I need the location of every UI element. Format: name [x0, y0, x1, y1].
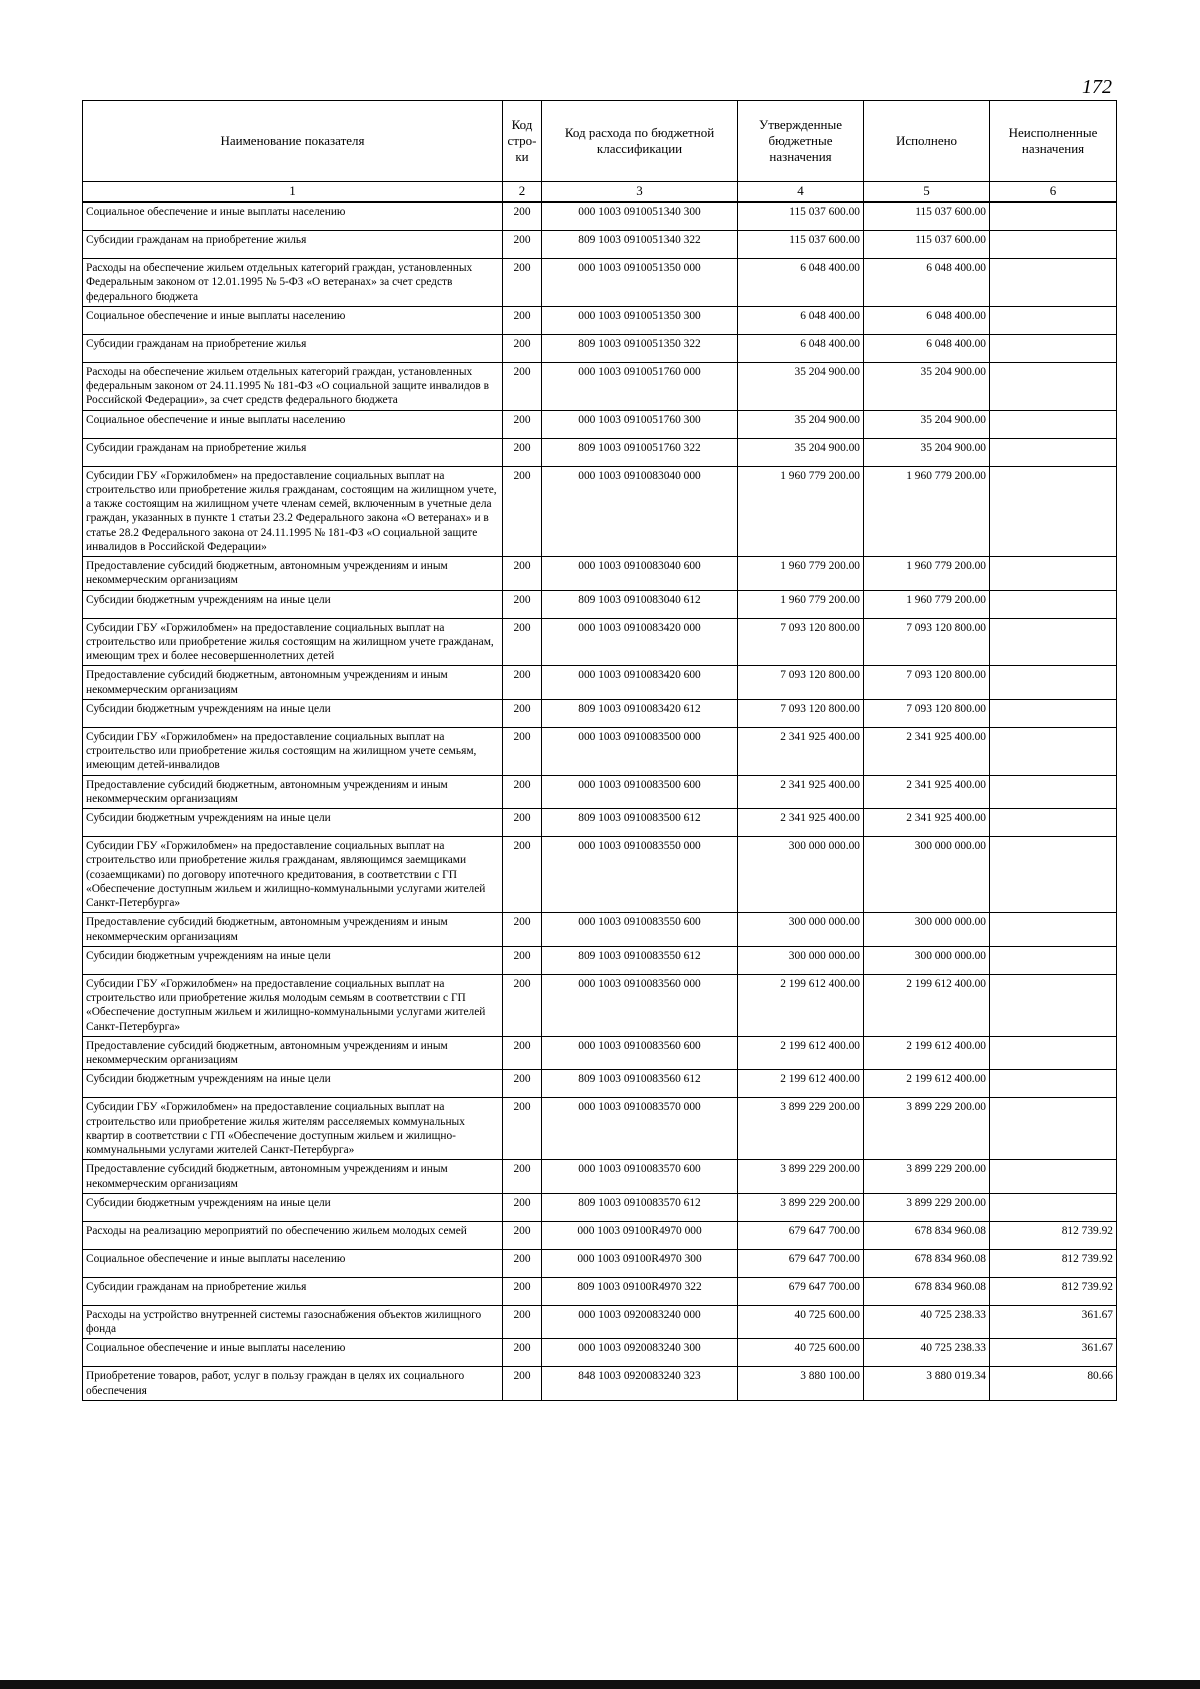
row-unexecuted: 361.67	[990, 1305, 1117, 1339]
row-executed: 678 834 960.08	[864, 1249, 990, 1277]
row-unexecuted	[990, 466, 1117, 557]
page-number: 172	[1082, 76, 1112, 98]
row-name: Расходы на обеспечение жильем отдельных категорий граждан, установленных Федеральным законом от 12.01.1995 № 5-ФЗ «О ветеранах» за счет средств федерального бюджета	[83, 259, 503, 307]
row-name: Предоставление субсидий бюджетным, автономным учреждениям и иным некоммерческим организациям	[83, 1160, 503, 1194]
row-line-code: 200	[503, 334, 542, 362]
row-approved: 35 204 900.00	[738, 362, 864, 410]
row-unexecuted	[990, 618, 1117, 666]
row-line-code: 200	[503, 1160, 542, 1194]
row-line-code: 200	[503, 1193, 542, 1221]
header-unexecuted: Неисполненные назначения	[990, 101, 1117, 182]
row-approved: 3 880 100.00	[738, 1367, 864, 1401]
row-unexecuted	[990, 1070, 1117, 1098]
column-number: 3	[542, 182, 738, 203]
table-body	[83, 202, 1117, 1400]
row-executed: 7 093 120 800.00	[864, 699, 990, 727]
row-unexecuted: 812 739.92	[990, 1249, 1117, 1277]
row-name: Предоставление субсидий бюджетным, автономным учреждениям и иным некоммерческим организациям	[83, 1036, 503, 1070]
header-name: Наименование показателя	[83, 101, 503, 182]
table-row	[83, 837, 1117, 913]
table-row	[83, 946, 1117, 974]
budget-execution-table	[82, 100, 1117, 1401]
row-line-code: 200	[503, 466, 542, 557]
row-budget-code: 000 1003 0910083570 000	[542, 1098, 738, 1160]
row-line-code: 200	[503, 1098, 542, 1160]
row-name: Субсидии гражданам на приобретение жилья	[83, 438, 503, 466]
row-approved: 40 725 600.00	[738, 1305, 864, 1339]
row-line-code: 200	[503, 809, 542, 837]
row-budget-code: 000 1003 0910083560 600	[542, 1036, 738, 1070]
table-row	[83, 974, 1117, 1036]
table-row	[83, 1036, 1117, 1070]
row-unexecuted	[990, 1036, 1117, 1070]
table-row	[83, 809, 1117, 837]
row-name: Субсидии бюджетным учреждениям на иные цели	[83, 1070, 503, 1098]
row-approved: 2 199 612 400.00	[738, 1036, 864, 1070]
column-number: 6	[990, 182, 1117, 203]
row-line-code: 200	[503, 202, 542, 231]
row-line-code: 200	[503, 1305, 542, 1339]
row-executed: 115 037 600.00	[864, 231, 990, 259]
row-approved: 3 899 229 200.00	[738, 1193, 864, 1221]
row-approved: 35 204 900.00	[738, 438, 864, 466]
table-row	[83, 306, 1117, 334]
row-approved: 115 037 600.00	[738, 202, 864, 231]
row-unexecuted	[990, 362, 1117, 410]
row-approved: 35 204 900.00	[738, 410, 864, 438]
row-budget-code: 000 1003 0910083500 600	[542, 775, 738, 809]
row-unexecuted	[990, 913, 1117, 947]
table-row	[83, 1193, 1117, 1221]
row-executed: 6 048 400.00	[864, 259, 990, 307]
row-approved: 300 000 000.00	[738, 913, 864, 947]
row-budget-code: 000 1003 0910083570 600	[542, 1160, 738, 1194]
row-approved: 7 093 120 800.00	[738, 666, 864, 700]
row-line-code: 200	[503, 974, 542, 1036]
row-approved: 2 341 925 400.00	[738, 775, 864, 809]
row-executed: 6 048 400.00	[864, 334, 990, 362]
table-row	[83, 1070, 1117, 1098]
row-budget-code: 000 1003 0910051350 300	[542, 306, 738, 334]
row-name: Субсидии гражданам на приобретение жилья	[83, 334, 503, 362]
row-name: Предоставление субсидий бюджетным, автономным учреждениям и иным некоммерческим организациям	[83, 666, 503, 700]
table-row	[83, 1305, 1117, 1339]
row-executed: 2 341 925 400.00	[864, 727, 990, 775]
header-approved: Утвержденные бюджетные назначения	[738, 101, 864, 182]
row-name: Субсидии бюджетным учреждениям на иные цели	[83, 699, 503, 727]
row-unexecuted: 812 739.92	[990, 1221, 1117, 1249]
row-name: Субсидии гражданам на приобретение жилья	[83, 1277, 503, 1305]
row-name: Субсидии ГБУ «Горжилобмен» на предоставление социальных выплат на строительство или приобретение жилья гражданам, состоящим на жилищном учете, а также состоящим на жилищном учете членам семей, включенным в учетные дела граждан, указанных в пункте 1 статьи 23.2 Федерального закона «О ветеранах» и в статье 28.2 Федерального закона от 24.11.1995 № 181-ФЗ «О социальной защите инвалидов в Российской Федерации»	[83, 466, 503, 557]
row-executed: 2 341 925 400.00	[864, 809, 990, 837]
table-row	[83, 410, 1117, 438]
row-name: Субсидии ГБУ «Горжилобмен» на предоставление социальных выплат на строительство или приобретение жилья состоящим на жилищном учете гражданам, имеющим трех и более несовершеннолетних детей	[83, 618, 503, 666]
row-unexecuted	[990, 837, 1117, 913]
row-budget-code: 000 1003 0910051350 000	[542, 259, 738, 307]
row-unexecuted	[990, 946, 1117, 974]
row-unexecuted	[990, 699, 1117, 727]
row-budget-code: 000 1003 0910083500 000	[542, 727, 738, 775]
row-budget-code: 809 1003 0910083500 612	[542, 809, 738, 837]
row-approved: 2 199 612 400.00	[738, 1070, 864, 1098]
row-unexecuted	[990, 590, 1117, 618]
row-line-code: 200	[503, 913, 542, 947]
table-row	[83, 1098, 1117, 1160]
row-unexecuted: 80.66	[990, 1367, 1117, 1401]
row-line-code: 200	[503, 1277, 542, 1305]
row-approved: 679 647 700.00	[738, 1221, 864, 1249]
row-name: Субсидии ГБУ «Горжилобмен» на предоставление социальных выплат на строительство или приобретение жилья жителям расселяемых коммунальных квартир в соответствии с ГП «Обеспечение доступным жильем и жилищно-коммунальными услугами жителей Санкт-Петербурга»	[83, 1098, 503, 1160]
row-unexecuted	[990, 410, 1117, 438]
row-line-code: 200	[503, 837, 542, 913]
row-name: Субсидии ГБУ «Горжилобмен» на предоставление социальных выплат на строительство или приобретение жилья состоящим на жилищном учете семьям, имеющим детей-инвалидов	[83, 727, 503, 775]
column-number: 1	[83, 182, 503, 203]
row-budget-code: 000 1003 0910051760 000	[542, 362, 738, 410]
table-row	[83, 1339, 1117, 1367]
table-row	[83, 231, 1117, 259]
row-line-code: 200	[503, 557, 542, 591]
row-approved: 115 037 600.00	[738, 231, 864, 259]
row-budget-code: 000 1003 09100R4970 000	[542, 1221, 738, 1249]
row-name: Расходы на реализацию мероприятий по обеспечению жильем молодых семей	[83, 1221, 503, 1249]
row-line-code: 200	[503, 231, 542, 259]
row-line-code: 200	[503, 1036, 542, 1070]
row-approved: 3 899 229 200.00	[738, 1098, 864, 1160]
header-row	[83, 101, 1117, 182]
row-unexecuted	[990, 727, 1117, 775]
table-row	[83, 438, 1117, 466]
table-row	[83, 913, 1117, 947]
row-budget-code: 000 1003 0910083040 000	[542, 466, 738, 557]
row-budget-code: 809 1003 09100R4970 322	[542, 1277, 738, 1305]
row-name: Расходы на устройство внутренней системы газоснабжения объектов жилищного фонда	[83, 1305, 503, 1339]
row-executed: 3 880 019.34	[864, 1367, 990, 1401]
row-executed: 40 725 238.33	[864, 1339, 990, 1367]
row-approved: 300 000 000.00	[738, 837, 864, 913]
row-approved: 7 093 120 800.00	[738, 618, 864, 666]
table-row	[83, 618, 1117, 666]
row-name: Социальное обеспечение и иные выплаты населению	[83, 306, 503, 334]
table-row	[83, 1367, 1117, 1401]
table-row	[83, 727, 1117, 775]
column-number: 4	[738, 182, 864, 203]
row-name: Субсидии бюджетным учреждениям на иные цели	[83, 590, 503, 618]
row-budget-code: 000 1003 0910083550 600	[542, 913, 738, 947]
row-executed: 40 725 238.33	[864, 1305, 990, 1339]
row-unexecuted	[990, 334, 1117, 362]
row-approved: 1 960 779 200.00	[738, 557, 864, 591]
row-budget-code: 000 1003 0920083240 000	[542, 1305, 738, 1339]
row-executed: 3 899 229 200.00	[864, 1193, 990, 1221]
row-unexecuted	[990, 557, 1117, 591]
row-line-code: 200	[503, 775, 542, 809]
row-budget-code: 000 1003 0910083550 000	[542, 837, 738, 913]
table-row	[83, 590, 1117, 618]
column-number: 2	[503, 182, 542, 203]
row-name: Предоставление субсидий бюджетным, автономным учреждениям и иным некоммерческим организациям	[83, 775, 503, 809]
row-approved: 2 341 925 400.00	[738, 727, 864, 775]
table-row	[83, 699, 1117, 727]
row-line-code: 200	[503, 666, 542, 700]
row-approved: 6 048 400.00	[738, 306, 864, 334]
row-budget-code: 000 1003 0910083560 000	[542, 974, 738, 1036]
row-unexecuted	[990, 306, 1117, 334]
row-line-code: 200	[503, 438, 542, 466]
row-name: Расходы на обеспечение жильем отдельных категорий граждан, установленных федеральным законом от 24.11.1995 № 181-ФЗ «О социальной защите инвалидов в Российской Федерации», за счет средств федерального бюджета	[83, 362, 503, 410]
row-name: Субсидии бюджетным учреждениям на иные цели	[83, 1193, 503, 1221]
row-executed: 678 834 960.08	[864, 1221, 990, 1249]
row-unexecuted	[990, 974, 1117, 1036]
row-unexecuted	[990, 775, 1117, 809]
row-budget-code: 848 1003 0920083240 323	[542, 1367, 738, 1401]
row-name: Субсидии гражданам на приобретение жилья	[83, 231, 503, 259]
row-name: Субсидии бюджетным учреждениям на иные цели	[83, 946, 503, 974]
table-row	[83, 557, 1117, 591]
row-executed: 1 960 779 200.00	[864, 557, 990, 591]
header-executed: Исполнено	[864, 101, 990, 182]
table-row	[83, 1249, 1117, 1277]
header-budget-code: Код расхода по бюджетной классификации	[542, 101, 738, 182]
row-executed: 2 199 612 400.00	[864, 1036, 990, 1070]
row-name: Социальное обеспечение и иные выплаты населению	[83, 1339, 503, 1367]
row-budget-code: 000 1003 0910051340 300	[542, 202, 738, 231]
row-unexecuted	[990, 1160, 1117, 1194]
row-budget-code: 809 1003 0910051350 322	[542, 334, 738, 362]
row-name: Предоставление субсидий бюджетным, автономным учреждениям и иным некоммерческим организациям	[83, 913, 503, 947]
row-line-code: 200	[503, 1070, 542, 1098]
row-approved: 40 725 600.00	[738, 1339, 864, 1367]
row-executed: 6 048 400.00	[864, 306, 990, 334]
table-row	[83, 775, 1117, 809]
row-unexecuted	[990, 259, 1117, 307]
row-unexecuted	[990, 231, 1117, 259]
row-budget-code: 809 1003 0910051340 322	[542, 231, 738, 259]
row-budget-code: 000 1003 0910083040 600	[542, 557, 738, 591]
row-unexecuted	[990, 666, 1117, 700]
row-executed: 3 899 229 200.00	[864, 1098, 990, 1160]
row-budget-code: 809 1003 0910083420 612	[542, 699, 738, 727]
row-unexecuted: 812 739.92	[990, 1277, 1117, 1305]
row-executed: 1 960 779 200.00	[864, 590, 990, 618]
row-approved: 300 000 000.00	[738, 946, 864, 974]
row-line-code: 200	[503, 727, 542, 775]
row-line-code: 200	[503, 306, 542, 334]
row-name: Субсидии ГБУ «Горжилобмен» на предоставление социальных выплат на строительство или приобретение жилья молодым семьям в соответствии с ГП «Обеспечение доступным жильем и жилищно-коммунальными услугами жителей Санкт-Петербурга»	[83, 974, 503, 1036]
table-row	[83, 334, 1117, 362]
row-executed: 1 960 779 200.00	[864, 466, 990, 557]
table-row	[83, 1277, 1117, 1305]
row-budget-code: 000 1003 0910051760 300	[542, 410, 738, 438]
row-executed: 115 037 600.00	[864, 202, 990, 231]
row-approved: 6 048 400.00	[738, 334, 864, 362]
row-unexecuted	[990, 809, 1117, 837]
row-executed: 300 000 000.00	[864, 837, 990, 913]
row-approved: 6 048 400.00	[738, 259, 864, 307]
row-line-code: 200	[503, 618, 542, 666]
column-number-row	[83, 182, 1117, 203]
row-unexecuted	[990, 1098, 1117, 1160]
row-budget-code: 809 1003 0910083560 612	[542, 1070, 738, 1098]
row-executed: 7 093 120 800.00	[864, 666, 990, 700]
table-row	[83, 362, 1117, 410]
row-executed: 300 000 000.00	[864, 913, 990, 947]
row-approved: 2 341 925 400.00	[738, 809, 864, 837]
row-unexecuted	[990, 1193, 1117, 1221]
row-line-code: 200	[503, 699, 542, 727]
row-unexecuted	[990, 438, 1117, 466]
row-budget-code: 809 1003 0910083550 612	[542, 946, 738, 974]
row-executed: 2 341 925 400.00	[864, 775, 990, 809]
row-executed: 2 199 612 400.00	[864, 974, 990, 1036]
row-line-code: 200	[503, 410, 542, 438]
row-budget-code: 809 1003 0910051760 322	[542, 438, 738, 466]
row-approved: 679 647 700.00	[738, 1249, 864, 1277]
row-budget-code: 000 1003 09100R4970 300	[542, 1249, 738, 1277]
row-unexecuted: 361.67	[990, 1339, 1117, 1367]
table-row	[83, 466, 1117, 557]
row-budget-code: 809 1003 0910083570 612	[542, 1193, 738, 1221]
row-name: Приобретение товаров, работ, услуг в пользу граждан в целях их социального обеспечения	[83, 1367, 503, 1401]
row-approved: 3 899 229 200.00	[738, 1160, 864, 1194]
row-name: Социальное обеспечение и иные выплаты населению	[83, 202, 503, 231]
row-executed: 35 204 900.00	[864, 438, 990, 466]
row-name: Социальное обеспечение и иные выплаты населению	[83, 410, 503, 438]
row-executed: 2 199 612 400.00	[864, 1070, 990, 1098]
row-executed: 7 093 120 800.00	[864, 618, 990, 666]
row-name: Субсидии бюджетным учреждениям на иные цели	[83, 809, 503, 837]
row-line-code: 200	[503, 1367, 542, 1401]
scan-bottom-edge	[0, 1680, 1200, 1689]
row-executed: 35 204 900.00	[864, 410, 990, 438]
row-name: Социальное обеспечение и иные выплаты населению	[83, 1249, 503, 1277]
row-approved: 1 960 779 200.00	[738, 466, 864, 557]
row-executed: 300 000 000.00	[864, 946, 990, 974]
row-line-code: 200	[503, 946, 542, 974]
row-line-code: 200	[503, 1249, 542, 1277]
row-budget-code: 000 1003 0910083420 000	[542, 618, 738, 666]
row-line-code: 200	[503, 1339, 542, 1367]
row-budget-code: 000 1003 0910083420 600	[542, 666, 738, 700]
row-budget-code: 000 1003 0920083240 300	[542, 1339, 738, 1367]
row-approved: 1 960 779 200.00	[738, 590, 864, 618]
row-executed: 35 204 900.00	[864, 362, 990, 410]
row-line-code: 200	[503, 362, 542, 410]
row-approved: 2 199 612 400.00	[738, 974, 864, 1036]
row-unexecuted	[990, 202, 1117, 231]
row-name: Предоставление субсидий бюджетным, автономным учреждениям и иным некоммерческим организациям	[83, 557, 503, 591]
table-row	[83, 259, 1117, 307]
table-row	[83, 1221, 1117, 1249]
row-name: Субсидии ГБУ «Горжилобмен» на предоставление социальных выплат на строительство или приобретение жилья гражданам, являющимся заемщиками (созаемщиками) по договору ипотечного кредитования, в соответствии с ГП «Обеспечение доступным жильем и жилищно-коммунальными услугами жителей Санкт-Петербурга»	[83, 837, 503, 913]
table-row	[83, 666, 1117, 700]
row-executed: 678 834 960.08	[864, 1277, 990, 1305]
row-approved: 679 647 700.00	[738, 1277, 864, 1305]
row-line-code: 200	[503, 259, 542, 307]
table-row	[83, 1160, 1117, 1194]
table-row	[83, 202, 1117, 231]
row-approved: 7 093 120 800.00	[738, 699, 864, 727]
row-budget-code: 809 1003 0910083040 612	[542, 590, 738, 618]
row-line-code: 200	[503, 1221, 542, 1249]
row-line-code: 200	[503, 590, 542, 618]
row-executed: 3 899 229 200.00	[864, 1160, 990, 1194]
header-line-code: Код стро-ки	[503, 101, 542, 182]
column-number: 5	[864, 182, 990, 203]
